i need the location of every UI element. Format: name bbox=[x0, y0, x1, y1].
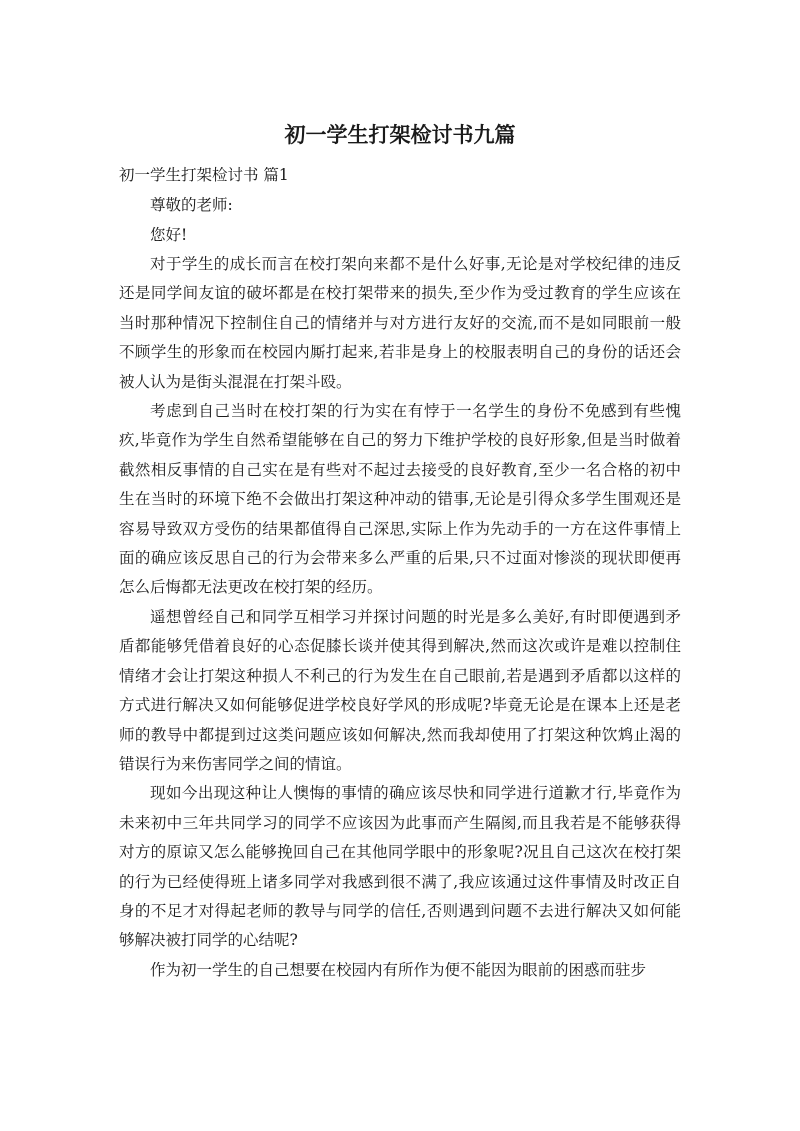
paragraph: 作为初一学生的自己想要在校园内有所作为便不能因为眼前的困惑而驻步 bbox=[150, 960, 647, 979]
paragraph: 现如今出现这种让人懊悔的事情的确应该尽快和同学进行道歉才行,毕竟作为未来初中三年共同学习的同学不应该因为此事而产生隔阂,而且我若是不能够获得对方的原谅又怎么能够挽回自己在其他同学眼中的形象呢?况且自己这次在校打架的行为已经使得班上诸多同学对我感到很不满了,我应该通过这件事情及时改正自身的不足才对得起老师的教导与同学的信任,否则遇到问题不去进行解决又如何能够解决被打同学的心结呢? bbox=[119, 784, 681, 950]
paragraph: 遥想曾经自己和同学互相学习并探讨问题的时光是多么美好,有时即便遇到矛盾都能够凭借着良好的心态促膝长谈并使其得到解决,然而这次或许是难以控制住情绪才会让打架这种损人不利己的行为发生在自己眼前,若是遇到矛盾都以这样的方式进行解决又如何能够促进学校良好学风的形成呢?毕竟无论是在课本上还是老师的教导中都提到过这类问题应该如何解决,然而我却使用了打架这种饮鸩止渴的错误行为来伤害同学之间的情谊。 bbox=[119, 607, 681, 773]
greeting: 您好! bbox=[150, 226, 188, 244]
paragraph: 考虑到自己当时在校打架的行为实在有悖于一名学生的身份不免感到有些愧疚,毕竟作为学生自然希望能够在自己的努力下维护学校的良好形象,但是当时做着截然相反事情的自己实在是有些对不起过去接受的良好教育,至少一名合格的初中生在当时的环境下绝不会做出打架这种冲动的错事,无论是引得众多学生围观还是容易导致双方受伤的结果都值得自己深思,实际上作为先动手的一方在这件事情上面的确应该反思自己的行为会带来多么严重的后果,只不过面对惨淡的现状即便再怎么后悔都无法更改在校打架的经历。 bbox=[119, 402, 681, 597]
paragraph: 对于学生的成长而言在校打架向来都不是什么好事,无论是对学校纪律的违反还是同学间友谊的破坏都是在校打架带来的损失,至少作为受过教育的学生应该在当时那种情况下控制住自己的情绪并与对方进行友好的交流,而不是如同眼前一般不顾学生的形象而在校园内厮打起来,若非是身上的校服表明自己的身份的话还会被人认为是街头混混在打架斗殴。 bbox=[119, 255, 681, 391]
salutation: 尊敬的老师: bbox=[150, 196, 233, 214]
document-body bbox=[119, 160, 681, 985]
section-heading: 初一学生打架检讨书 篇1 bbox=[119, 166, 289, 184]
document-title: 初一学生打架检讨书九篇 bbox=[284, 123, 516, 147]
